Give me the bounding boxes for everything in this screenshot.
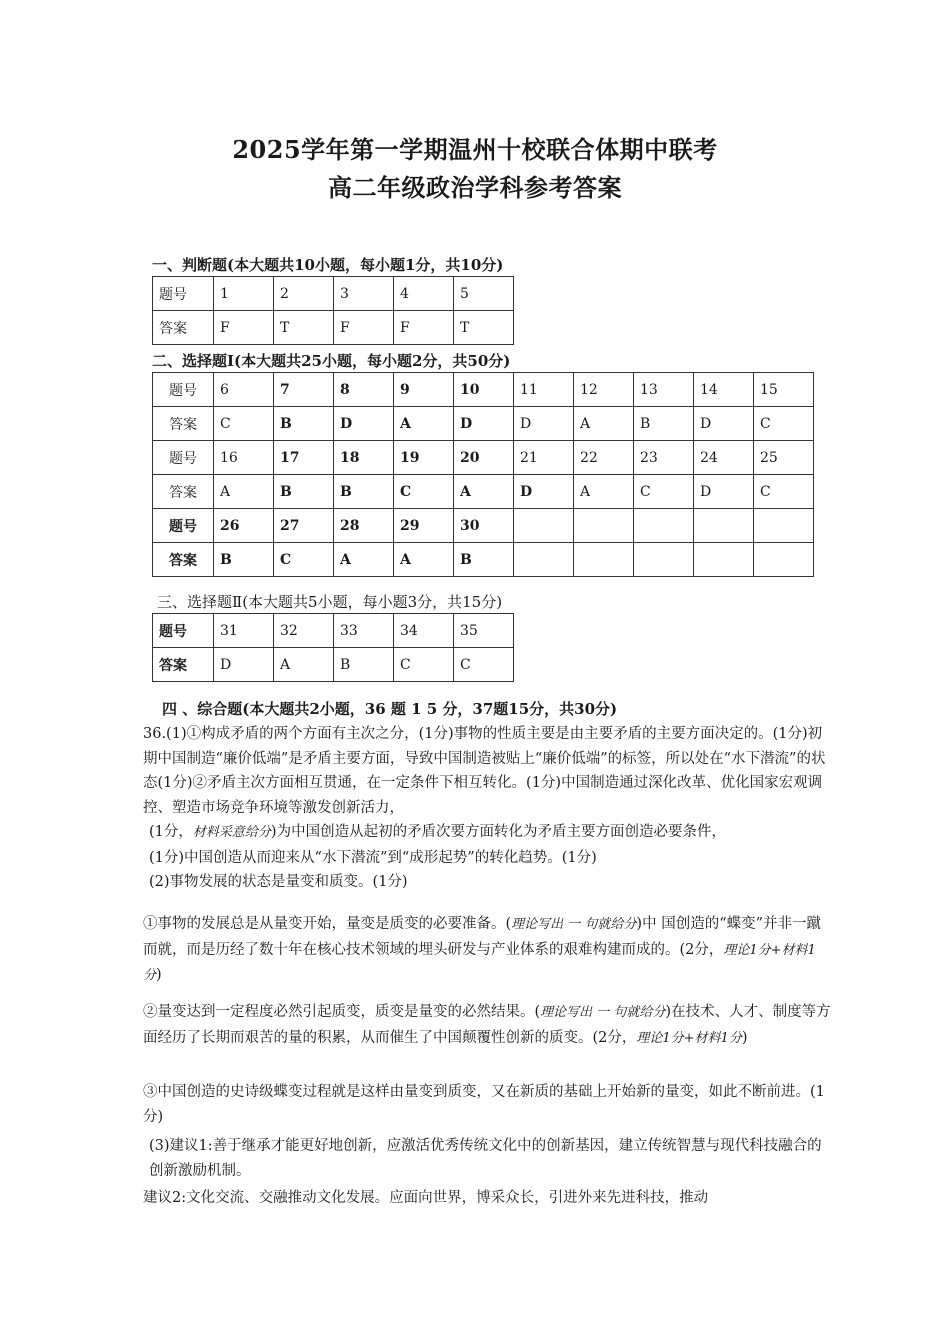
row-label: 答案 <box>153 648 214 682</box>
paragraph: (2)事物发展的状态是量变和质变。(1分) <box>149 874 408 890</box>
cell: 4 <box>394 277 454 311</box>
cell: C <box>634 475 694 509</box>
table-row <box>153 311 514 345</box>
table-row <box>153 543 814 577</box>
row-label: 题号 <box>153 277 214 311</box>
cell: 18 <box>334 441 394 475</box>
text-span: )中 国创造的“蝶变”并非一蹴而就，而是历经了数十年在核心技术领域的埋头研发与产业体系的艰难构建而成的。(2分， <box>143 916 822 958</box>
cell: D <box>694 475 754 509</box>
section-3-heading: 三、选择题Ⅱ(本大题共5小题，每小题3分，共15分) <box>157 593 503 611</box>
cell: A <box>214 475 274 509</box>
section-1-table <box>152 276 514 345</box>
cell: C <box>754 475 814 509</box>
cell: 23 <box>634 441 694 475</box>
row-label: 题号 <box>153 373 214 407</box>
answer-36-point-3 <box>143 1080 833 1129</box>
cell: 24 <box>694 441 754 475</box>
cell: A <box>574 475 634 509</box>
cell: B <box>214 543 274 577</box>
cell: 31 <box>214 614 274 648</box>
cell: D <box>514 407 574 441</box>
cell: A <box>394 407 454 441</box>
table-row <box>153 509 814 543</box>
cell: 13 <box>634 373 694 407</box>
paragraph <box>143 912 833 989</box>
cell: T <box>454 311 514 345</box>
cell: 3 <box>334 277 394 311</box>
cell: 32 <box>274 614 334 648</box>
row-label: 答案 <box>153 543 214 577</box>
cell: D <box>334 407 394 441</box>
cell: 28 <box>334 509 394 543</box>
paragraph <box>143 820 833 846</box>
answer-36-part-1 <box>143 722 833 895</box>
empty-cell <box>754 509 814 543</box>
section-2-table <box>152 372 814 577</box>
table-row <box>153 373 814 407</box>
cell: 25 <box>754 441 814 475</box>
answer-36-point-1 <box>143 912 833 989</box>
cell: A <box>334 543 394 577</box>
cell: 11 <box>514 373 574 407</box>
text-span: ) <box>741 1029 748 1046</box>
cell: 20 <box>454 441 514 475</box>
empty-cell <box>514 509 574 543</box>
text-span: )为中国创造从起初的矛盾次要方面转化为矛盾主要方面创造必要条件， <box>270 824 727 840</box>
paragraph: 36.(1)①构成矛盾的两个方面有主次之分，(1分)事物的性质主要是由主要矛盾的主要方面决定的。(1分)初期中国制造“廉价低端”是矛盾主要方面，导致中国制造被贴上“廉价低端”的标签，所以处在“水下潜流”的状态(1分)②矛盾主次方面相互贯通，在一定条件下相互转化。(1分)中国制造通过深化改革、优化国家宏观调控、塑造市场竞争环境等激发创新活力， <box>143 726 826 816</box>
empty-cell <box>634 543 694 577</box>
table-row <box>153 277 514 311</box>
section-1-heading: 一、判断题(本大题共10小题，每小题1分，共10分) <box>152 256 504 274</box>
cell: 14 <box>694 373 754 407</box>
cell: D <box>514 475 574 509</box>
empty-cell <box>634 509 694 543</box>
cell: F <box>394 311 454 345</box>
text-span: )在技术、人才、制度等方面经历了长期而艰苦的量的积累，从而催生了中国颠覆性创新的质变。(2分， <box>143 1004 831 1046</box>
row-label: 题号 <box>153 441 214 475</box>
cell: B <box>274 475 334 509</box>
note-span: 材料采意给分 <box>192 825 271 840</box>
cell: B <box>334 648 394 682</box>
text-span: ) <box>156 967 162 983</box>
note-span: 理论写出 一 句就给分 <box>540 1005 666 1020</box>
empty-cell <box>754 543 814 577</box>
cell: C <box>454 648 514 682</box>
cell: T <box>274 311 334 345</box>
section-2-heading: 二、选择题I(本大题共25小题，每小题2分，共50分) <box>152 352 511 370</box>
cell: 10 <box>454 373 514 407</box>
answer-36-point-2 <box>143 1000 833 1051</box>
text-span: (1分， <box>149 824 193 840</box>
row-label: 答案 <box>153 407 214 441</box>
table-row <box>153 441 814 475</box>
table-row <box>153 614 514 648</box>
cell: D <box>214 648 274 682</box>
row-label: 题号 <box>153 509 214 543</box>
table-row <box>153 648 514 682</box>
paragraph <box>143 1000 833 1051</box>
answer-36-suggestion-2 <box>143 1186 833 1211</box>
note-span: 理论写出 一 句就给分 <box>511 917 637 932</box>
cell: 6 <box>214 373 274 407</box>
cell: 34 <box>394 614 454 648</box>
cell: 12 <box>574 373 634 407</box>
cell: C <box>394 475 454 509</box>
note-span: 理论1分+材料1分 <box>636 1030 742 1046</box>
section-3-table <box>152 613 514 682</box>
paragraph: 建议2:文化交流、交融推动文化发展。应面向世界，博采众长，引进外来先进科技，推动 <box>143 1190 709 1206</box>
paragraph: (3)建议1:善于继承才能更好地创新，应激活优秀传统文化中的创新基因，建立传统智慧与现代科技融合的创新激励机制。 <box>149 1138 822 1179</box>
cell: 27 <box>274 509 334 543</box>
row-label: 答案 <box>153 475 214 509</box>
cell: 29 <box>394 509 454 543</box>
cell: 16 <box>214 441 274 475</box>
cell: 15 <box>754 373 814 407</box>
exam-title: 2025学年第一学期温州十校联合体期中联考 <box>232 135 718 164</box>
paragraph: ③中国创造的史诗级蝶变过程就是这样由量变到质变，又在新质的基础上开始新的量变，如此不断前进。(1分) <box>143 1084 825 1125</box>
cell: 26 <box>214 509 274 543</box>
cell: B <box>634 407 694 441</box>
empty-cell <box>574 543 634 577</box>
cell: B <box>454 543 514 577</box>
cell: 9 <box>394 373 454 407</box>
cell: 35 <box>454 614 514 648</box>
empty-cell <box>694 509 754 543</box>
cell: 2 <box>274 277 334 311</box>
row-label: 答案 <box>153 311 214 345</box>
empty-cell <box>694 543 754 577</box>
cell: F <box>214 311 274 345</box>
cell: 5 <box>454 277 514 311</box>
text-span: ②量变达到一定程度必然引起质变，质变是量变的必然结果。( <box>143 1004 541 1020</box>
empty-cell <box>574 509 634 543</box>
note-span: 理论1分+材料1分 <box>143 942 816 983</box>
cell: 21 <box>514 441 574 475</box>
cell: C <box>274 543 334 577</box>
cell: C <box>394 648 454 682</box>
cell: 33 <box>334 614 394 648</box>
text-span: ①事物的发展总是从量变开始，量变是质变的必要准备。( <box>143 916 512 932</box>
cell: F <box>334 311 394 345</box>
cell: A <box>394 543 454 577</box>
cell: C <box>214 407 274 441</box>
cell: 22 <box>574 441 634 475</box>
answer-key-title: 高二年级政治学科参考答案 <box>328 173 622 202</box>
cell: C <box>754 407 814 441</box>
cell: B <box>274 407 334 441</box>
answer-36-part-3 <box>143 1134 833 1183</box>
table-row <box>153 475 814 509</box>
cell: D <box>694 407 754 441</box>
cell: 30 <box>454 509 514 543</box>
empty-cell <box>514 543 574 577</box>
cell: B <box>334 475 394 509</box>
cell: 19 <box>394 441 454 475</box>
cell: A <box>274 648 334 682</box>
row-label: 题号 <box>153 614 214 648</box>
section-4-heading: 四 、综合题(本大题共2小题，36 题 1 5 分，37题15分，共30分) <box>162 700 618 718</box>
cell: 8 <box>334 373 394 407</box>
cell: A <box>574 407 634 441</box>
cell: A <box>454 475 514 509</box>
cell: D <box>454 407 514 441</box>
cell: 7 <box>274 373 334 407</box>
cell: 1 <box>214 277 274 311</box>
table-row <box>153 407 814 441</box>
paragraph: (1分)中国创造从而迎来从“水下潜流”到“成形起势”的转化趋势。(1分) <box>149 849 597 866</box>
cell: 17 <box>274 441 334 475</box>
